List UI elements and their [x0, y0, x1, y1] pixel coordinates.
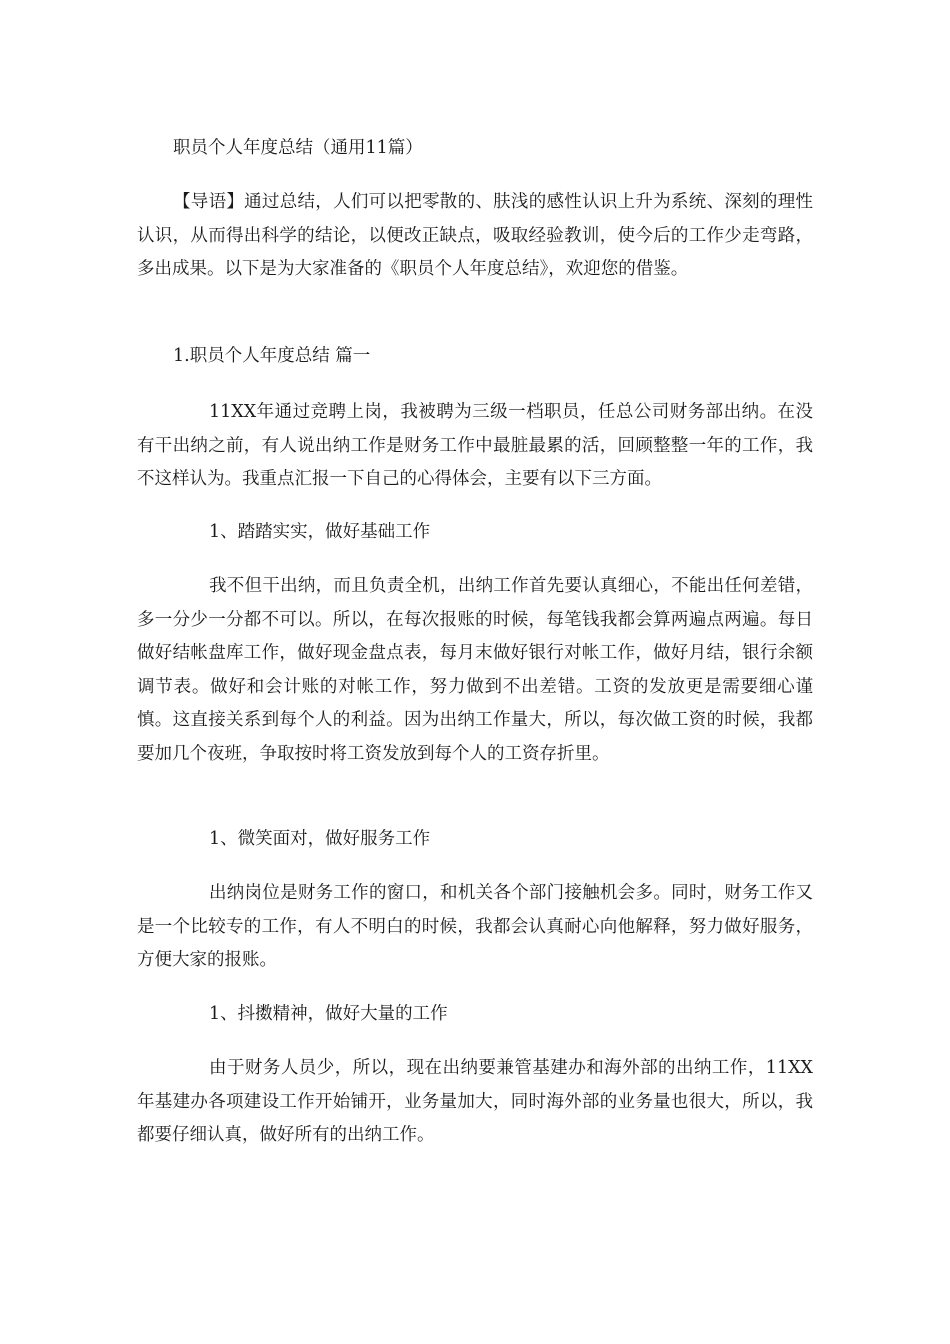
body-paragraph: 11XX年通过竞聘上岗，我被聘为三级一档职员，任总公司财务部出纳。在没有干出纳之前，有人说出纳工作是财务工作中最脏最累的活，回顾整整一年的工作，我不这样认为。我重点汇报一下自己的心得体会，主要有以下三方面。: [137, 402, 813, 489]
document-title: 职员个人年度总结（通用11篇）: [173, 138, 423, 158]
body-paragraph: 出纳岗位是财务工作的窗口，和机关各个部门接触机会多。同时，财务工作又是一个比较专的工作，有人不明白的时候，我都会认真耐心向他解释，努力做好服务，方便大家的报账。: [137, 883, 813, 970]
section-title: 1.职员个人年度总结 篇一: [173, 346, 371, 366]
subheading: 1、踏踏实实，做好基础工作: [209, 522, 431, 542]
intro-paragraph: 【导语】通过总结，人们可以把零散的、肤浅的感性认识上升为系统、深刻的理性认识，从而得出科学的结论，以便改正缺点，吸取经验教训，使今后的工作少走弯路，多出成果。以下是为大家准备的《职员个人年度总结》，欢迎您的借鉴。: [137, 192, 813, 279]
body-paragraph: 我不但干出纳，而且负责全机，出纳工作首先要认真细心，不能出任何差错，多一分少一分都不可以。所以，在每次报账的时候，每笔钱我都会算两遍点两遍。每日做好结帐盘库工作，做好现金盘点表，每月末做好银行对帐工作，做好月结，银行余额调节表。做好和会计账的对帐工作，努力做到不出差错。工资的发放更是需要细心谨慎。这直接关系到每个人的利益。因为出纳工作量大，所以，每次做工资的时候，我都要加几个夜班，争取按时将工资发放到每个人的工资存折里。: [137, 576, 813, 764]
subheading: 1、微笑面对，做好服务工作: [209, 829, 431, 849]
subheading: 1、抖擞精神，做好大量的工作: [209, 1004, 448, 1024]
body-paragraph: 由于财务人员少，所以，现在出纳要兼管基建办和海外部的出纳工作，11XX年基建办各项建设工作开始铺开，业务量加大，同时海外部的业务量也很大，所以，我都要仔细认真，做好所有的出纳工作。: [137, 1058, 813, 1145]
